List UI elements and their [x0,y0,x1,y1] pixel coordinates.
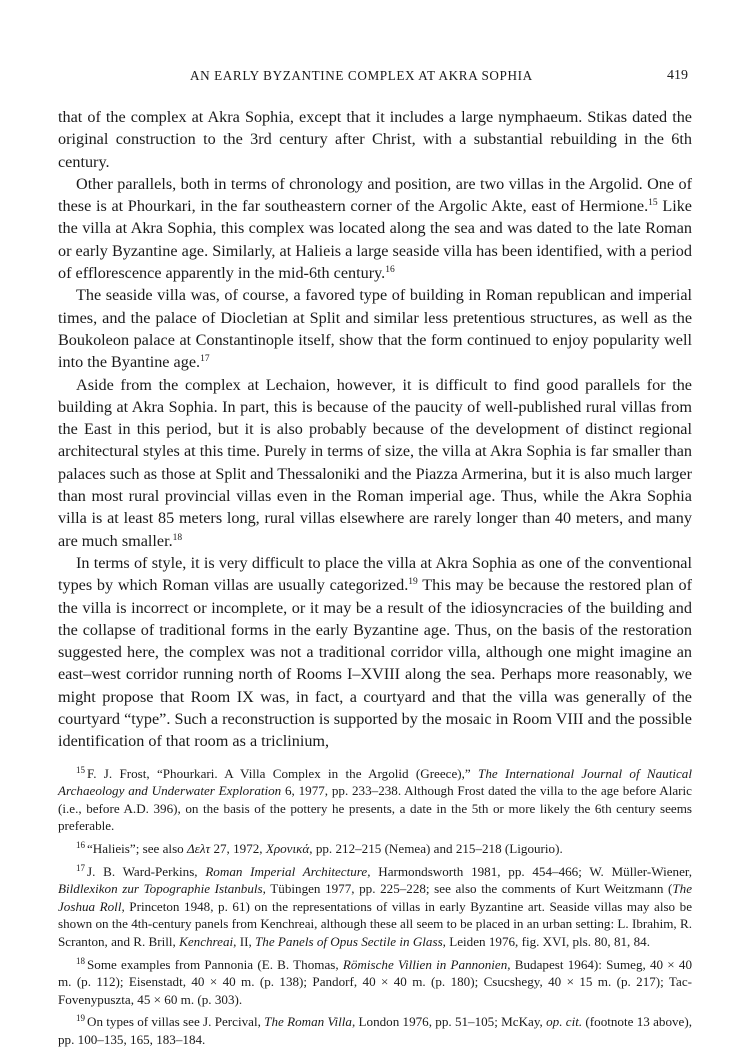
paragraph-1: that of the complex at Akra Sophia, except that it includes a large nymphaeum. Stikas dated the original construction to the 3rd century after Christ, with a substantial rebuilding in the 6th century. [58,108,692,171]
paragraph-5: In terms of style, it is very difficult to place the villa at Akra Sophia as one of the conventional types by which Roman villas are usually categorized.$^{19}$ This may be because the restored plan of the villa is incorrect or incomplete, or it may be a result of the idiosyncracies of the building and the collapse of traditional forms in the early Byzantine age. Thus, on the basis of the restoration suggested here, the complex was not a traditional corridor villa, although one might imagine an east–west corridor running north of Rooms I–XVIII along the sea. Perhaps more reasonably, we might propose that Room IX was, in fact, a courtyard and that the villa was generally of the courtyard “type”. Such a reconstruction is supported by the mosaic in Room VIII and the possible identification of that room as a triclinium, [58,553,692,751]
footnote-ref[interactable]: 17 [200,354,210,365]
footnote-18: $^{18}$ Some examples from Pannonia (E. B. Thomas, Römische Villien in Pannonien, Budapest 1964): Sumeg, 40 × 40 m. (p. 112); Eisenstadt, 40 × 40 m. (p. 138); Pandorf, 40 × 40 m. (p. 180); Csucshegy, 40 × 15 m. (p. 217); Tac-Fovenypuszta, 45 × 60 m. (p. 303). [58,955,693,1007]
footnote-19: $^{19}$ On types of villas see J. Percival, The Roman Villa, London 1976, pp. 51–105; McKay, op. cit. (footnote 13 above), pp. 100–135, 165, 183–184. [58,1013,692,1047]
footnote-number: 19 [76,1013,85,1024]
footnote-ref[interactable]: 19 [408,577,418,588]
footnote-number: 17 [76,862,85,873]
page-number: 419 [667,68,688,83]
paragraph-2: Other parallels, both in terms of chronology and position, are two villas in the Argolid. One of these is at Phourkari, in the far southeastern corner of the Argolic Akte, east of Hermione.$^{15}$ Like the villa at Akra Sophia, this complex was located along the sea and was dated to the late Roman or early Byzantine age. Similarly, at Halieis a large seaside villa has been identified, with a period of efflorescence apparently in the mid-6th century.$^{16}$ [58,174,692,283]
footnote-16: $^{16}$ “Halieis”; see also Δελτ 27, 1972, Χρονικά, pp. 212–215 (Nemea) and 215–218 (Ligourio). [76,839,563,856]
footnote-ref[interactable]: 18 [172,532,183,543]
footnote-number: 15 [76,764,85,775]
paragraph-4: Aside from the complex at Lechaion, however, it is difficult to find good parallels for the building at Akra Sophia. In part, this is because of the paucity of well-published rural villas from the East in this period, but it is also probably because of the development of distinct regional architectural styles at this time. Purely in terms of size, the villa at Akra Sophia is far smaller than palaces such as those at Split and Thessaloniki and the Piazza Armerina, but it is also much larger than most rural provincial villas even in the Roman imperial age. Thus, while the Akra Sophia villa is at least 85 meters long, rural villas elsewhere are rarely longer than 40 meters, and many are much smaller.$^{18}$ [58,375,692,550]
footnote-17: $^{17}$ J. B. Ward-Perkins, Roman Imperial Architecture, Harmondsworth 1981, pp. 454–466; W. Müller-Wiener, Bildlexikon zur Topographie Istanbuls, Tübingen 1977, pp. 225–228; see also the comments of Kurt Weitzmann (The Joshua Roll, Princeton 1948, p. 61) on the representations of villas in early Byzantine art. Seaside villas may also be shown on the 4th-century panels from Kenchreai, although these all seem to be placed in an urban setting: L. Ibrahim, R. Scranton, and R. Brill, Kenchreai, II, The Panels of Opus Sectile in Glass, Leiden 1976, fig. XVI, pls. 80, 81, 84. [58,862,693,949]
footnote-15: $^{15}$ F. J. Frost, “Phourkari. A Villa Complex in the Argolid (Greece),” The International Journal of Nautical Archaeology and Underwater Exploration 6, 1977, pp. 233–238. Although Frost dated the villa to the age before Alaric (i.e., before A.D. 396), on the basis of the pottery he presents, a date in the 5th or more likely the 6th century seems preferable. [58,764,692,834]
footnote-number: 18 [76,955,85,966]
footnote-ref[interactable]: 16 [385,265,395,276]
footnote-ref[interactable]: 15 [648,198,658,209]
footnotes [58,765,692,1049]
footnote-number: 16 [76,839,85,850]
main-text [58,106,692,753]
running-title: AN EARLY BYZANTINE COMPLEX AT AKRA SOPHIA [190,68,533,83]
running-header [58,68,692,90]
journal-page [58,68,692,1054]
paragraph-3: The seaside villa was, of course, a favored type of building in Roman republican and imperial times, and the palace of Diocletian at Split and similar less pretentious structures, as well as the Boukoleon palace at Constantinople itself, show that the form continued to enjoy popularity well into the Byantine age.$^{17}$ [58,286,692,372]
